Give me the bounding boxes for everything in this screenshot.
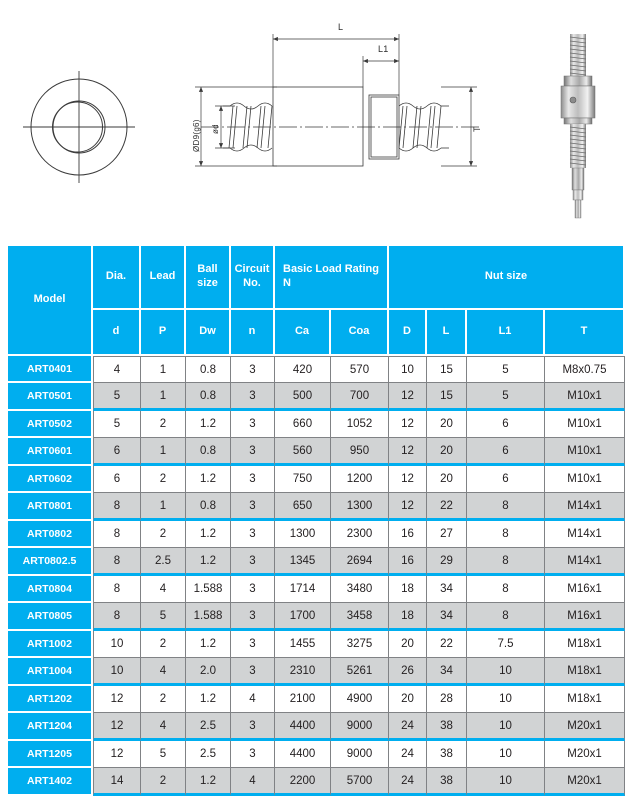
cell-l: 22 (427, 631, 467, 658)
cell-d: 5 (93, 411, 141, 438)
cell-dw: 0.8 (186, 438, 231, 466)
cell-coa: 570 (331, 356, 389, 383)
cell-model[interactable]: ART0802.5 (8, 548, 93, 576)
cell-ca: 750 (275, 466, 331, 493)
cell-dw: 0.8 (186, 383, 231, 411)
cell-coa: 3480 (331, 576, 389, 603)
cell-d: 10 (93, 631, 141, 658)
label-d: ød (211, 124, 220, 134)
header-sub-dw: Dw (186, 310, 231, 356)
cell-l: 28 (427, 686, 467, 713)
cell-p: 2 (141, 686, 186, 713)
cell-p: 2.5 (141, 548, 186, 576)
table-head (8, 246, 625, 356)
cell-d: 12 (389, 438, 427, 466)
cell-model[interactable]: ART0805 (8, 603, 93, 631)
cell-p: 2 (141, 631, 186, 658)
cell-l1: 8 (467, 493, 545, 521)
cell-t: M14x1 (545, 521, 625, 548)
cell-ca: 1345 (275, 548, 331, 576)
cell-d: 12 (93, 741, 141, 768)
cell-model[interactable]: ART0804 (8, 576, 93, 603)
center-crosshair (23, 71, 135, 183)
label-L: L (338, 22, 344, 32)
cell-l: 29 (427, 548, 467, 576)
cell-l: 20 (427, 438, 467, 466)
cell-l: 27 (427, 521, 467, 548)
cell-ca: 1700 (275, 603, 331, 631)
cell-d: 10 (93, 658, 141, 686)
cell-t: M14x1 (545, 493, 625, 521)
header-sub-nut-d: D (389, 310, 427, 356)
cell-ca: 1714 (275, 576, 331, 603)
cell-ca: 4400 (275, 713, 331, 741)
cell-t: M14x1 (545, 548, 625, 576)
cell-coa: 3458 (331, 603, 389, 631)
cell-d: 18 (389, 576, 427, 603)
cell-d: 12 (93, 713, 141, 741)
cell-p: 4 (141, 713, 186, 741)
cell-l1: 6 (467, 466, 545, 493)
cell-ca: 660 (275, 411, 331, 438)
header-sub-nut-l1: L1 (467, 310, 545, 356)
cell-coa: 4900 (331, 686, 389, 713)
label-L1: L1 (378, 44, 389, 54)
cell-l1: 6 (467, 438, 545, 466)
cell-l: 15 (427, 383, 467, 411)
cell-coa: 950 (331, 438, 389, 466)
cell-n: 3 (231, 576, 275, 603)
table-row[interactable] (8, 576, 625, 603)
cell-l: 34 (427, 603, 467, 631)
table-row[interactable] (8, 603, 625, 631)
cell-dw: 0.8 (186, 493, 231, 521)
dimension-D9 (195, 87, 277, 166)
cell-t: M16x1 (545, 576, 625, 603)
cell-n: 3 (231, 466, 275, 493)
cell-d: 4 (93, 356, 141, 383)
cell-d: 20 (389, 631, 427, 658)
cell-n: 4 (231, 768, 275, 796)
cell-dw: 1.2 (186, 521, 231, 548)
cell-d: 8 (93, 603, 141, 631)
header-row-group (8, 246, 625, 310)
table-row[interactable] (8, 411, 625, 438)
cell-ca: 2100 (275, 686, 331, 713)
header-group-ball-size: Ball size (186, 246, 231, 310)
header-sub-p: P (141, 310, 186, 356)
cell-t: M20x1 (545, 741, 625, 768)
cell-n: 3 (231, 631, 275, 658)
cell-model[interactable]: ART0802 (8, 521, 93, 548)
nut-cross-section-drawing (14, 62, 144, 192)
cell-l: 34 (427, 576, 467, 603)
cell-coa: 1052 (331, 411, 389, 438)
cell-d: 18 (389, 603, 427, 631)
cell-model[interactable]: ART1002 (8, 631, 93, 658)
cell-dw: 2.0 (186, 658, 231, 686)
cell-ca: 1455 (275, 631, 331, 658)
cell-model[interactable]: ART1205 (8, 741, 93, 768)
cell-coa: 5261 (331, 658, 389, 686)
cell-p: 4 (141, 658, 186, 686)
cell-p: 1 (141, 356, 186, 383)
cell-d: 12 (389, 383, 427, 411)
cell-l1: 10 (467, 741, 545, 768)
cell-t: M18x1 (545, 686, 625, 713)
cell-l1: 10 (467, 686, 545, 713)
header-sub-coa: Coa (331, 310, 389, 356)
cell-l1: 8 (467, 548, 545, 576)
table-row[interactable] (8, 466, 625, 493)
cell-d: 26 (389, 658, 427, 686)
cell-dw: 2.5 (186, 741, 231, 768)
table-row[interactable] (8, 548, 625, 576)
ball-screw-photo (528, 28, 628, 223)
cell-d: 6 (93, 438, 141, 466)
cell-l: 15 (427, 356, 467, 383)
cell-l1: 8 (467, 576, 545, 603)
table-row[interactable] (8, 658, 625, 686)
cell-dw: 1.2 (186, 466, 231, 493)
cell-model[interactable]: ART1402 (8, 768, 93, 796)
cell-dw: 1.588 (186, 576, 231, 603)
cell-t: M18x1 (545, 658, 625, 686)
header-group-circuit-no: Circuit No. (231, 246, 275, 310)
cell-l1: 5 (467, 383, 545, 411)
cell-ca: 560 (275, 438, 331, 466)
cell-coa: 5700 (331, 768, 389, 796)
header-row-sub (8, 310, 625, 356)
cell-d: 10 (389, 356, 427, 383)
cell-d: 16 (389, 548, 427, 576)
cell-l: 38 (427, 713, 467, 741)
cell-l1: 10 (467, 768, 545, 796)
cell-model[interactable]: ART0401 (8, 356, 93, 383)
cell-n: 3 (231, 603, 275, 631)
cell-l1: 10 (467, 713, 545, 741)
technical-drawings-area (0, 0, 633, 240)
cell-model[interactable]: ART1204 (8, 713, 93, 741)
cell-t: M8x0.75 (545, 356, 625, 383)
table-row[interactable] (8, 383, 625, 411)
dimension-L1 (363, 56, 399, 87)
cell-p: 1 (141, 383, 186, 411)
header-group-basic-load: Basic Load Rating N (275, 246, 389, 310)
cell-p: 2 (141, 466, 186, 493)
cell-n: 4 (231, 686, 275, 713)
cell-d: 8 (93, 576, 141, 603)
cell-coa: 1300 (331, 493, 389, 521)
cell-n: 3 (231, 521, 275, 548)
cell-ca: 420 (275, 356, 331, 383)
cell-n: 3 (231, 713, 275, 741)
cell-l: 38 (427, 768, 467, 796)
label-D9: ØD9(g6) (192, 119, 201, 152)
table-row[interactable] (8, 768, 625, 796)
cell-d: 12 (389, 411, 427, 438)
cell-d: 6 (93, 466, 141, 493)
cell-d: 5 (93, 383, 141, 411)
cell-p: 5 (141, 741, 186, 768)
cell-dw: 1.588 (186, 603, 231, 631)
cell-model[interactable]: ART1202 (8, 686, 93, 713)
cell-n: 3 (231, 741, 275, 768)
table-row[interactable] (8, 686, 625, 713)
specification-table (8, 246, 625, 796)
cell-ca: 1300 (275, 521, 331, 548)
cell-t: M10x1 (545, 438, 625, 466)
cell-d: 24 (389, 741, 427, 768)
cell-d: 8 (93, 548, 141, 576)
table-row[interactable] (8, 493, 625, 521)
cell-dw: 1.2 (186, 768, 231, 796)
table-row[interactable] (8, 631, 625, 658)
cell-coa: 2300 (331, 521, 389, 548)
header-sub-d: d (93, 310, 141, 356)
cell-coa: 9000 (331, 713, 389, 741)
cell-n: 3 (231, 438, 275, 466)
header-group-dia: Dia. (93, 246, 141, 310)
cell-t: M20x1 (545, 713, 625, 741)
cell-l1: 8 (467, 521, 545, 548)
header-group-lead: Lead (141, 246, 186, 310)
cell-l1: 7.5 (467, 631, 545, 658)
cell-p: 4 (141, 576, 186, 603)
header-sub-nut-t: T (545, 310, 625, 356)
cell-l: 38 (427, 741, 467, 768)
table-body (8, 356, 625, 796)
specification-table-container (8, 246, 625, 796)
cell-p: 1 (141, 493, 186, 521)
header-sub-nut-l: L (427, 310, 467, 356)
cell-model[interactable]: ART0501 (8, 383, 93, 411)
cell-model[interactable]: ART1004 (8, 658, 93, 686)
cell-d: 12 (389, 493, 427, 521)
header-sub-ca: Ca (275, 310, 331, 356)
label-T: T (472, 126, 482, 132)
cell-d: 8 (93, 493, 141, 521)
table-row[interactable] (8, 521, 625, 548)
cell-coa: 1200 (331, 466, 389, 493)
cell-dw: 1.2 (186, 411, 231, 438)
table-row[interactable] (8, 741, 625, 768)
cell-model[interactable]: ART0601 (8, 438, 93, 466)
cell-n: 3 (231, 493, 275, 521)
cell-t: M10x1 (545, 466, 625, 493)
header-model: Model (8, 246, 93, 356)
cell-ca: 2310 (275, 658, 331, 686)
cell-t: M10x1 (545, 411, 625, 438)
cell-d: 12 (389, 466, 427, 493)
cell-dw: 2.5 (186, 713, 231, 741)
cell-coa: 9000 (331, 741, 389, 768)
cell-ca: 650 (275, 493, 331, 521)
nut-body (273, 87, 363, 166)
cell-coa: 3275 (331, 631, 389, 658)
cell-l1: 6 (467, 411, 545, 438)
cell-p: 2 (141, 411, 186, 438)
cell-n: 3 (231, 356, 275, 383)
cell-l: 34 (427, 658, 467, 686)
cell-d: 8 (93, 521, 141, 548)
cell-t: M18x1 (545, 631, 625, 658)
cell-dw: 1.2 (186, 548, 231, 576)
cell-n: 3 (231, 658, 275, 686)
cell-n: 3 (231, 383, 275, 411)
cell-l: 22 (427, 493, 467, 521)
cell-l1: 8 (467, 603, 545, 631)
ballscrew-assembly-drawing (185, 8, 495, 208)
cell-d: 16 (389, 521, 427, 548)
cell-p: 1 (141, 438, 186, 466)
cell-d: 24 (389, 713, 427, 741)
table-row[interactable] (8, 438, 625, 466)
cell-l1: 10 (467, 658, 545, 686)
cell-ca: 4400 (275, 741, 331, 768)
cell-l1: 5 (467, 356, 545, 383)
cell-l: 20 (427, 466, 467, 493)
header-group-nut-size: Nut size (389, 246, 625, 310)
cell-t: M20x1 (545, 768, 625, 796)
cell-dw: 1.2 (186, 631, 231, 658)
cell-coa: 2694 (331, 548, 389, 576)
cell-n: 3 (231, 411, 275, 438)
cell-n: 3 (231, 548, 275, 576)
table-row[interactable] (8, 356, 625, 383)
header-sub-n: n (231, 310, 275, 356)
cell-coa: 700 (331, 383, 389, 411)
cell-d: 12 (93, 686, 141, 713)
cell-p: 2 (141, 521, 186, 548)
cell-d: 14 (93, 768, 141, 796)
cell-p: 2 (141, 768, 186, 796)
cell-model[interactable]: ART0602 (8, 466, 93, 493)
cell-t: M16x1 (545, 603, 625, 631)
cell-d: 24 (389, 768, 427, 796)
cell-model[interactable]: ART0502 (8, 411, 93, 438)
cell-t: M10x1 (545, 383, 625, 411)
table-row[interactable] (8, 713, 625, 741)
cell-l: 20 (427, 411, 467, 438)
cell-dw: 0.8 (186, 356, 231, 383)
cell-model[interactable]: ART0801 (8, 493, 93, 521)
cell-p: 5 (141, 603, 186, 631)
cell-dw: 1.2 (186, 686, 231, 713)
cell-ca: 500 (275, 383, 331, 411)
cell-ca: 2200 (275, 768, 331, 796)
cell-d: 20 (389, 686, 427, 713)
